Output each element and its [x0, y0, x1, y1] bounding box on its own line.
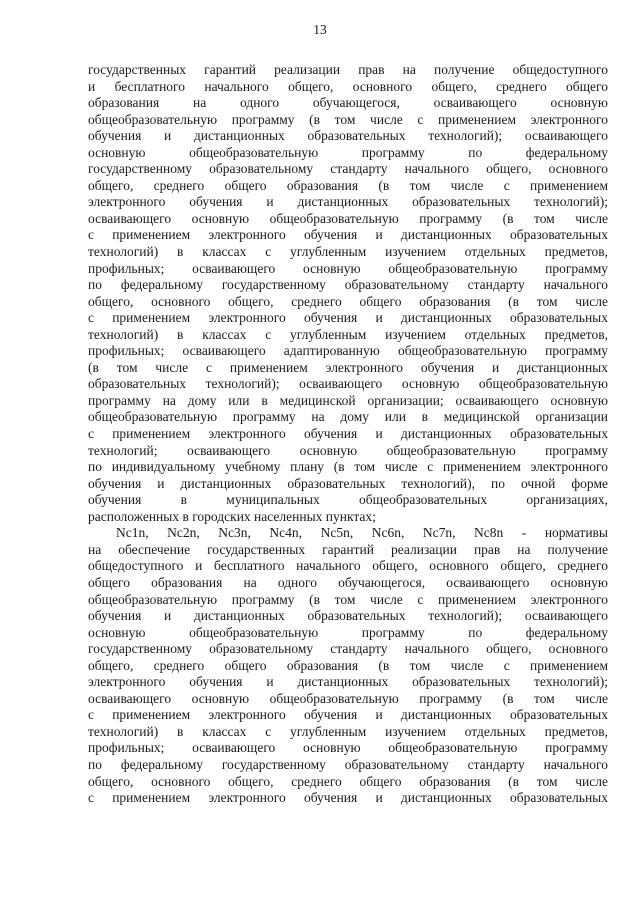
text-line: (в том числе с применением электронного обучения и дистанционных	[88, 359, 608, 375]
text-line: расположенных в городских населенных пунктах;	[88, 508, 376, 524]
text-line: профильных; осваивающего адаптированную общеобразовательную программу	[88, 343, 608, 359]
text-line: технологий) в классах с углубленным изучением отдельных предметов,	[88, 723, 608, 739]
text-line: профильных; осваивающего основную общеобразовательную программу	[88, 260, 608, 276]
text-line: общего, среднего общего образования (в том числе с применением	[88, 177, 608, 193]
text-line: образования на одного обучающегося, осваивающего основную	[88, 95, 608, 111]
text-line: обучения в муниципальных общеобразовательных организациях,	[88, 492, 608, 508]
text-line: Nc1n, Nc2n, Nc3n, Nc4n, Nc5n, Nc6n, Nc7n, Nc8n - нормативы	[116, 525, 608, 541]
text-line: основную общеобразовательную программу по федеральному	[88, 144, 608, 160]
text-line: общего, основного общего, среднего общего образования (в том числе	[88, 773, 608, 789]
text-line: образовательных технологий); осваивающего основную общеобразовательную	[88, 376, 608, 392]
body-text	[88, 62, 608, 807]
text-line: основную общеобразовательную программу по федеральному	[88, 624, 608, 640]
text-line: обучения и дистанционных образовательных технологий); осваивающего	[88, 608, 608, 624]
text-line: осваивающего основную общеобразовательную программу (в том числе	[88, 210, 608, 226]
text-line: с применением электронного обучения и дистанционных образовательных	[88, 227, 608, 243]
page-number: 13	[313, 22, 327, 37]
text-line: технологий; осваивающего основную общеобразовательную программу	[88, 442, 608, 458]
text-line: общего образования на одного обучающегося, осваивающего основную	[88, 574, 608, 590]
text-line: общедоступного и бесплатного начального общего, основного общего, среднего	[88, 558, 608, 574]
text-line: общего, среднего общего образования (в том числе с применением	[88, 657, 608, 673]
text-line: и бесплатного начального общего, основного общего, среднего общего	[88, 78, 608, 94]
text-line: государственных гарантий реализации прав на получение общедоступного	[88, 62, 608, 77]
text-line: на обеспечение государственных гарантий реализации прав на получение	[88, 541, 608, 557]
text-line: осваивающего основную общеобразовательную программу (в том числе	[88, 690, 608, 706]
text-line: обучения и дистанционных образовательных технологий); осваивающего	[88, 128, 608, 144]
text-line: обучения и дистанционных образовательных технологий), по очной форме	[88, 475, 608, 491]
text-line: по индивидуальному учебному плану (в том числе с применением электронного	[88, 459, 608, 475]
text-line: профильных; осваивающего основную общеобразовательную программу	[88, 740, 608, 756]
text-line: электронного обучения и дистанционных образовательных технологий);	[88, 674, 608, 690]
text-line: по федеральному государственному образовательному стандарту начального	[88, 277, 608, 293]
text-line: электронного обучения и дистанционных образовательных технологий);	[88, 194, 608, 210]
text-line: с применением электронного обучения и дистанционных образовательных	[88, 426, 608, 442]
text-line: государственному образовательному стандарту начального общего, основного	[88, 641, 608, 657]
text-line: с применением электронного обучения и дистанционных образовательных	[88, 310, 608, 326]
text-line: общеобразовательную программу (в том числе с применением электронного	[88, 591, 608, 607]
text-line: общеобразовательную программу (в том числе с применением электронного	[88, 111, 608, 127]
text-line: технологий) в классах с углубленным изучением отдельных предметов,	[88, 244, 608, 260]
text-line: с применением электронного обучения и дистанционных образовательных	[88, 707, 608, 723]
text-line: общеобразовательную программу на дому или в медицинской организации	[88, 409, 608, 425]
text-line: с применением электронного обучения и дистанционных образовательных	[88, 790, 608, 806]
text-line: по федеральному государственному образовательному стандарту начального	[88, 756, 608, 772]
text-line: общего, основного общего, среднего общего образования (в том числе	[88, 293, 608, 309]
text-line: технологий) в классах с углубленным изучением отдельных предметов,	[88, 326, 608, 342]
text-line: государственному образовательному стандарту начального общего, основного	[88, 161, 608, 177]
text-line: программу на дому или в медицинской организации; осваивающего основную	[88, 392, 608, 408]
